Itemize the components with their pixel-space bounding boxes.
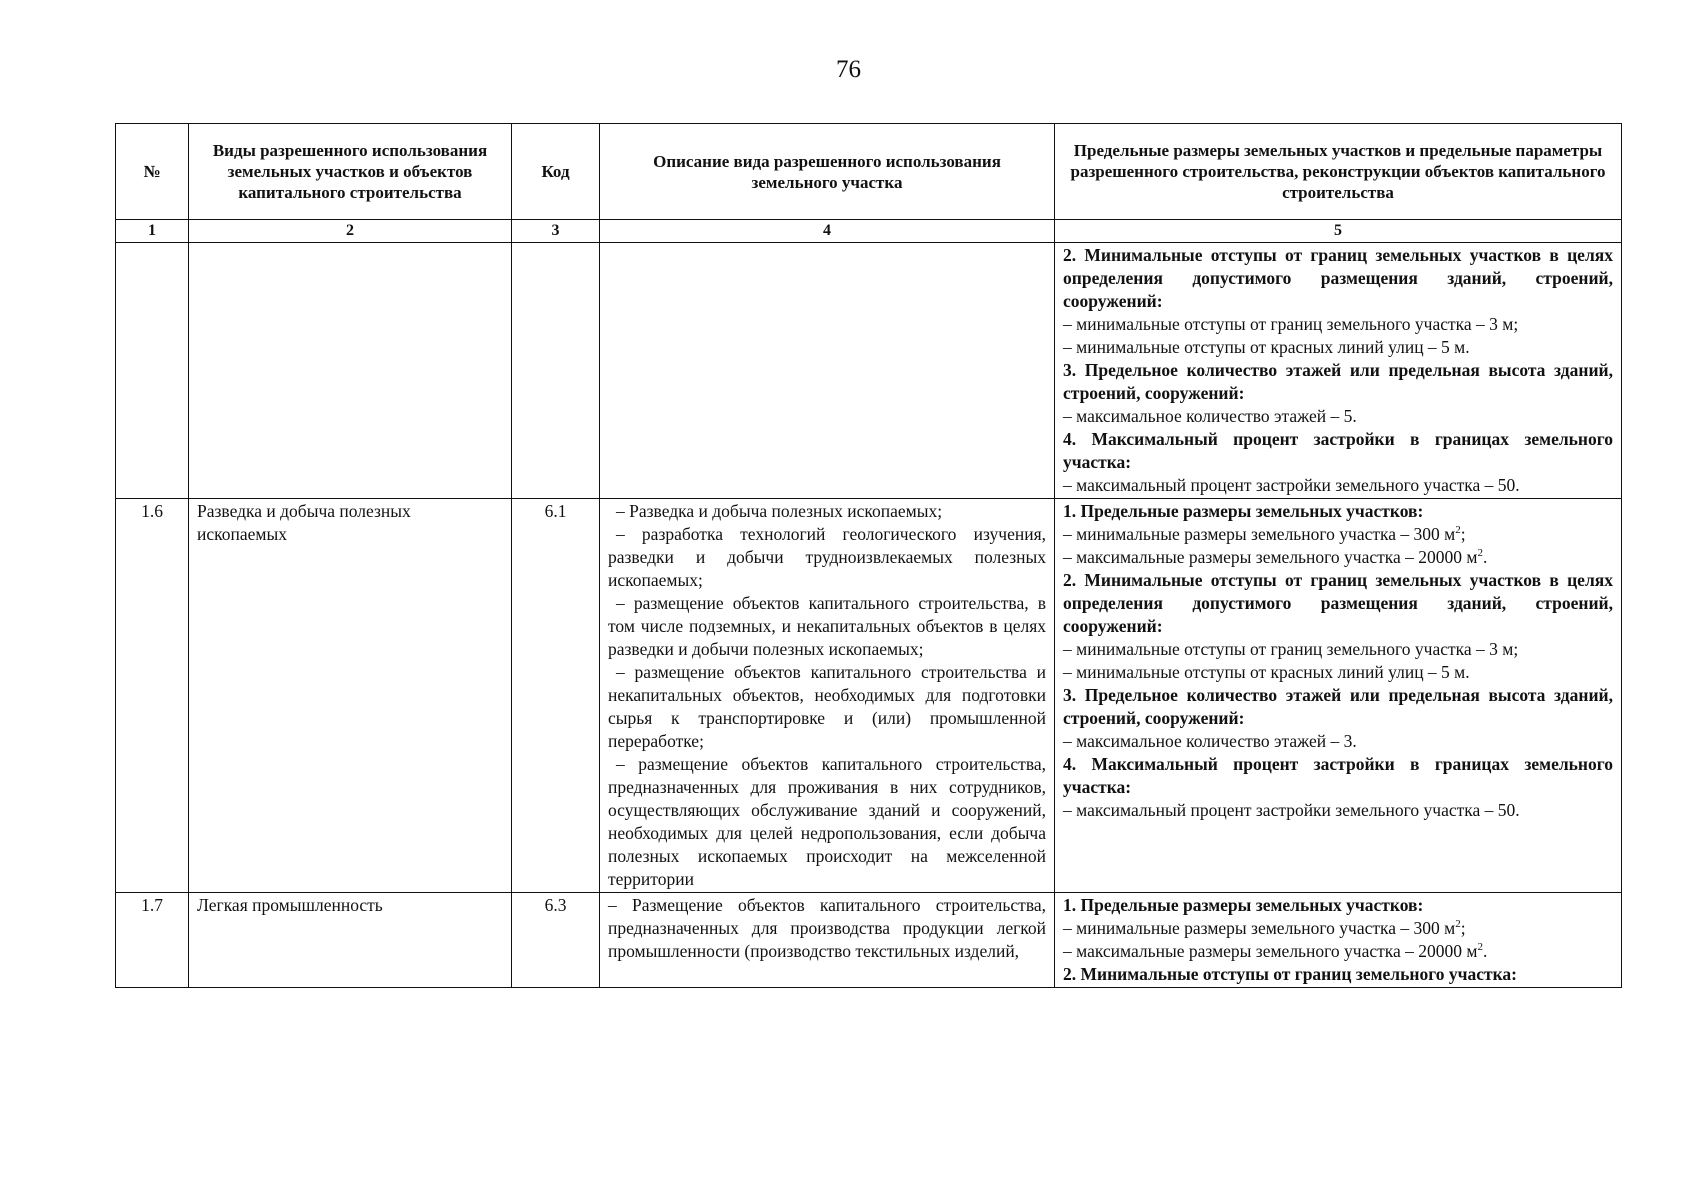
page-number: 76 [836, 56, 861, 83]
row-number: 1.6 [116, 499, 189, 893]
row-params-cell [1055, 243, 1622, 499]
description-item: – размещение объектов капитального строительства, предназначенных для проживания в них сотрудников, осуществляющих обслуживание зданий и сооружений, необходимых для целей недропользования, если добыча полезных ископаемых происходит на межселенной территории [608, 754, 1046, 889]
table-row-continued [116, 243, 1622, 499]
description-item: – Разведка и добыча полезных ископаемых; [616, 501, 943, 521]
use-type-name: Разведка и добыча полезных ископаемых [189, 499, 512, 893]
param-value: – минимальные размеры земельного участка – 300 $м^2$; [1063, 524, 1466, 544]
param-value: – минимальные отступы от границ земельного участка – 3 м; [1063, 314, 1519, 334]
table-row [116, 893, 1622, 988]
row-type-cell [189, 243, 512, 499]
column-number-row [116, 220, 1622, 243]
use-type-name: Легкая промышленность [189, 893, 512, 988]
param-heading: 3. Предельное количество этажей или предельная высота зданий, строений, сооружений: [1063, 360, 1613, 403]
param-value: – минимальные отступы от красных линий улиц – 5 м. [1063, 662, 1470, 682]
header-num: № [116, 124, 189, 220]
param-value: – максимальное количество этажей – 3. [1063, 731, 1357, 751]
column-number: 5 [1055, 220, 1622, 243]
param-value: – максимальные размеры земельного участка – 20000 $м^2$. [1063, 941, 1488, 961]
param-heading: 2. Минимальные отступы от границ земельных участков в целях определения допустимого размещения зданий, строений, сооружений: [1063, 570, 1613, 636]
table-header-row [116, 124, 1622, 220]
param-value: – максимальный процент застройки земельного участка – 50. [1063, 475, 1520, 495]
param-heading: 1. Предельные размеры земельных участков: [1063, 895, 1424, 915]
param-value: – максимальное количество этажей – 5. [1063, 406, 1357, 426]
param-heading: 4. Максимальный процент застройки в границах земельного участка: [1063, 754, 1613, 797]
use-type-code: 6.3 [512, 893, 600, 988]
param-heading: 2. Минимальные отступы от границ земельных участков в целях определения допустимого размещения зданий, строений, сооружений: [1063, 245, 1613, 311]
row-params-cell [1055, 893, 1622, 988]
header-parameters: Предельные размеры земельных участков и предельные параметры разрешенного строительства, реконструкции объектов капитального строительства [1055, 124, 1622, 220]
use-description [600, 893, 1055, 988]
land-use-table [115, 123, 1622, 988]
param-heading: 3. Предельное количество этажей или предельная высота зданий, строений, сооружений: [1063, 685, 1613, 728]
param-heading: 4. Максимальный процент застройки в границах земельного участка: [1063, 429, 1613, 472]
row-num-cell [116, 243, 189, 499]
column-number: 4 [600, 220, 1055, 243]
header-code: Код [512, 124, 600, 220]
param-heading: 2. Минимальные отступы от границ земельного участка: [1063, 964, 1517, 984]
header-use-type: Виды разрешенного использования земельных участков и объектов капитального строительства [189, 124, 512, 220]
table-row [116, 499, 1622, 893]
use-type-code: 6.1 [512, 499, 600, 893]
description-item: – Размещение объектов капитального строительства, предназначенных для производства продукции легкой промышленности (производство текстильных изделий, [608, 895, 1046, 961]
column-number: 2 [189, 220, 512, 243]
param-value: – максимальный процент застройки земельного участка – 50. [1063, 800, 1520, 820]
use-description [600, 499, 1055, 893]
description-item: – разработка технологий геологического изучения, разведки и добычи трудноизвлекаемых полезных ископаемых; [608, 524, 1046, 590]
param-heading: 1. Предельные размеры земельных участков: [1063, 501, 1424, 521]
param-value: – максимальные размеры земельного участка – 20000 $м^2$. [1063, 547, 1488, 567]
header-description: Описание вида разрешенного использования земельного участка [600, 124, 1055, 220]
row-params-cell [1055, 499, 1622, 893]
param-value: – минимальные отступы от красных линий улиц – 5 м. [1063, 337, 1470, 357]
param-value: – минимальные размеры земельного участка – 300 $м^2$; [1063, 918, 1466, 938]
description-item: – размещение объектов капитального строительства, в том числе подземных, и некапитальных объектов в целях разведки и добычи полезных ископаемых; [608, 593, 1046, 659]
param-value: – минимальные отступы от границ земельного участка – 3 м; [1063, 639, 1519, 659]
column-number: 3 [512, 220, 600, 243]
description-item: – размещение объектов капитального строительства и некапитальных объектов, необходимых для подготовки сырья к транспортировке и (или) промышленной переработке; [608, 662, 1046, 751]
row-code-cell [512, 243, 600, 499]
column-number: 1 [116, 220, 189, 243]
row-desc-cell [600, 243, 1055, 499]
row-number: 1.7 [116, 893, 189, 988]
